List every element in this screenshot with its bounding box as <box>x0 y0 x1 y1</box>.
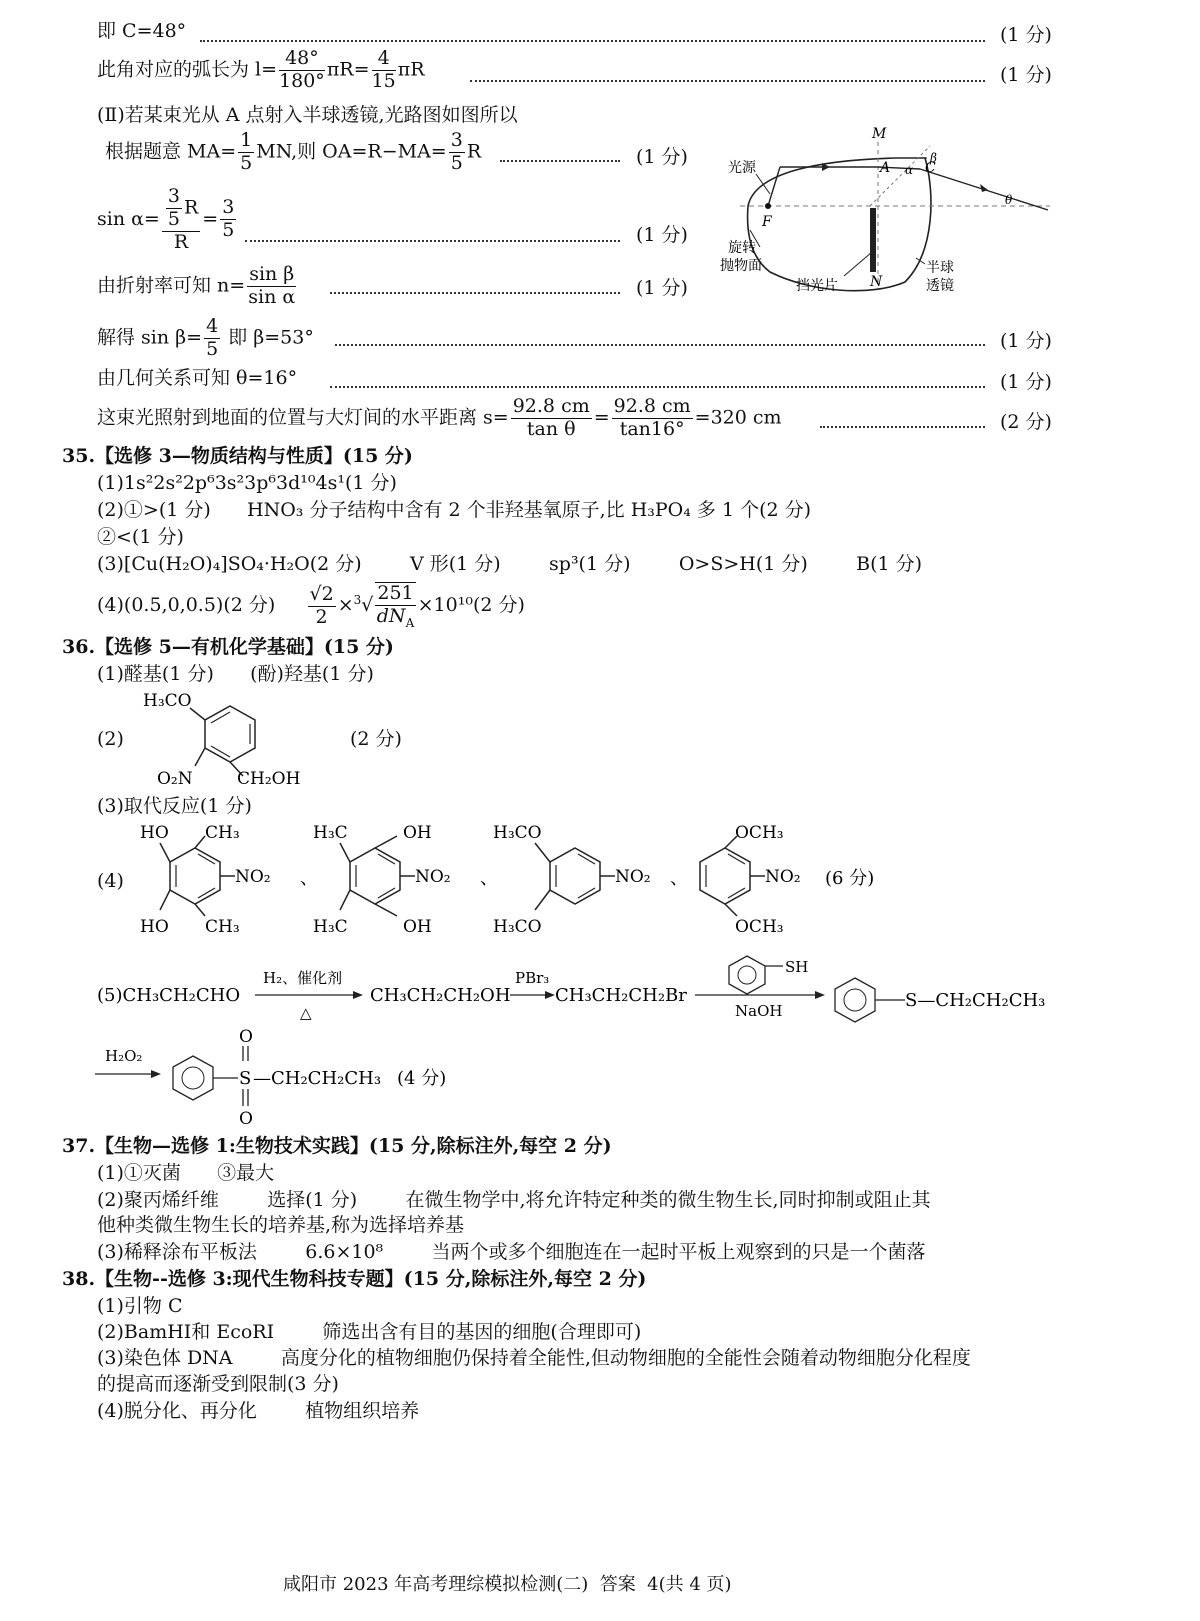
text: sin α= <box>97 207 160 230</box>
label-a: A <box>880 160 891 176</box>
text: dN <box>376 604 406 627</box>
arrow-head <box>151 1070 161 1078</box>
sulfur-atom: S <box>239 1068 252 1089</box>
text: MN,则 OA=R−MA= <box>256 140 447 163</box>
label: OCH₃ <box>735 823 784 843</box>
score: (1 分) <box>1000 371 1052 393</box>
numerator: 3 <box>222 196 235 219</box>
denominator: 15 <box>371 69 396 92</box>
label-theta: θ <box>1005 193 1013 207</box>
cube-root-index: 3 <box>353 592 362 607</box>
label: CH₃ <box>205 917 240 937</box>
denominator: 5 <box>222 219 235 242</box>
numerator: 48° <box>279 48 325 71</box>
denominator: 5 <box>240 151 253 174</box>
aromatic-circle <box>844 989 866 1011</box>
line-c48: 即 C=48° <box>97 20 187 42</box>
denominator: 5 <box>167 207 180 230</box>
numerator: sin β <box>249 263 295 285</box>
numerator: 4 <box>206 315 219 337</box>
page-footer: 咸阳市 2023 年高考理综模拟检测(二) 答案 4(共 4 页) <box>283 1574 732 1595</box>
label: H₃CO <box>493 917 542 937</box>
oxygen-atom: O <box>239 1027 253 1047</box>
score: (4 分) <box>397 1068 447 1089</box>
fraction <box>375 582 415 630</box>
score: (6 分) <box>825 868 875 889</box>
q36-answer-3: (3)取代反应(1 分) <box>97 795 252 817</box>
product: CH₃CH₂CH₂OH <box>370 985 511 1006</box>
benzene-ring <box>729 956 765 994</box>
condition: H₂O₂ <box>105 1047 143 1065</box>
line-ma <box>105 130 481 175</box>
arrow-head <box>815 991 825 999</box>
condition: SH <box>785 958 809 976</box>
isomer-3 <box>493 823 651 937</box>
label-shade: 挡光片 <box>796 278 838 294</box>
label-n: N <box>870 274 883 290</box>
numerator: 92.8 cm <box>512 395 590 417</box>
double-bond <box>378 888 395 898</box>
reactant: (5)CH₃CH₂CHO <box>97 985 241 1006</box>
text: = <box>593 406 610 429</box>
bond <box>535 843 550 862</box>
label: OCH₃ <box>735 917 784 937</box>
text: =320 cm <box>694 406 782 429</box>
product: —CH₂CH₂CH₃ <box>253 1068 382 1089</box>
label: H₃C <box>313 823 348 843</box>
dot-leader <box>335 344 985 346</box>
numerator: 92.8 cm <box>613 395 691 417</box>
condition: H₂、催化剂 <box>263 969 343 987</box>
benzene-ring <box>350 848 400 904</box>
dot-leader <box>500 160 620 162</box>
separator: 、 <box>480 868 498 889</box>
text: (4)(0.5,0,0.5)(2 分) <box>97 594 276 617</box>
label: NO₂ <box>765 867 801 887</box>
isomer-4 <box>700 823 801 937</box>
q38-answer-4: (4)脱分化、再分化 植物组织培养 <box>97 1400 420 1422</box>
double-bond <box>211 712 230 723</box>
label-beta: β <box>930 151 937 165</box>
bond <box>535 890 550 910</box>
bond <box>160 843 170 862</box>
bond <box>375 904 397 916</box>
q38-answer-3b: 的提高而逐渐受到限制(3 分) <box>97 1373 339 1395</box>
normal-line <box>870 146 930 206</box>
double-bond <box>378 854 395 864</box>
q38-answer-2: (2)BamHⅠ和 EcoRⅠ 筛选出含有目的基因的细胞(合理即可) <box>97 1321 642 1343</box>
score: (1 分) <box>636 146 688 168</box>
label: H₃C <box>313 917 348 937</box>
aromatic-circle <box>738 966 756 984</box>
denominator: R <box>173 230 189 253</box>
bond <box>160 890 170 910</box>
denominator: 180° <box>279 69 325 92</box>
condition: PBr₃ <box>515 969 550 987</box>
score: (1 分) <box>636 224 688 246</box>
oxygen-atom: O <box>239 1109 253 1129</box>
bond <box>195 748 205 766</box>
arrow-head <box>545 991 555 999</box>
double-bond <box>578 888 595 898</box>
denominator: tan16° <box>619 417 685 440</box>
denominator: 2 <box>315 605 328 628</box>
dot-leader <box>470 80 985 82</box>
text: R <box>183 196 199 219</box>
dot-leader <box>820 426 985 428</box>
subscript: A <box>405 615 415 630</box>
q37-answer-2: (2)聚丙烯纤维 选择(1 分) 在微生物学中,将允许特定种类的微生物生长,同时抑制或阻止其 <box>97 1189 931 1211</box>
text: R <box>466 140 482 163</box>
fraction <box>612 396 693 441</box>
numerator: 3 <box>167 185 180 207</box>
q36-answer-4-label: (4) <box>97 870 124 892</box>
label: HO <box>140 823 169 843</box>
benzene-ring <box>173 1056 213 1100</box>
fraction <box>204 316 220 361</box>
label-f: F <box>762 214 772 230</box>
bond <box>190 708 205 720</box>
numerator: 4 <box>372 48 396 71</box>
fraction <box>279 48 325 93</box>
focus-point <box>765 203 771 209</box>
numerator: 3 <box>450 129 463 151</box>
dot-leader <box>200 40 985 42</box>
label-c: C <box>925 160 936 176</box>
bond <box>725 904 737 916</box>
score: (1 分) <box>1000 24 1052 46</box>
bond <box>195 904 205 916</box>
line-sin-alpha <box>97 186 238 254</box>
condition: △ <box>300 1004 312 1022</box>
benzene-ring <box>835 978 875 1022</box>
score: (2 分) <box>1000 411 1052 433</box>
label-lens: 透镜 <box>926 278 954 294</box>
dot-leader <box>245 240 620 242</box>
q38-answer-1: (1)引物 C <box>97 1295 183 1317</box>
numerator: 251 <box>377 582 414 604</box>
label-o2n: O₂N <box>157 769 193 789</box>
double-bond <box>728 854 745 864</box>
benzene-ring <box>170 848 220 904</box>
score: (1 分) <box>1000 64 1052 86</box>
text: 即 β=53° <box>228 326 314 349</box>
condition: NaOH <box>735 1002 783 1020</box>
fraction <box>166 186 182 231</box>
reflector-outline <box>748 158 931 291</box>
fraction <box>162 186 200 254</box>
synthesis-route <box>95 948 1105 1133</box>
q35-answer-1: (1)1s²2s²2p⁶3s²3p⁶3d¹⁰4s¹(1 分) <box>97 472 397 494</box>
label: H₃CO <box>493 823 542 843</box>
isomer-1 <box>140 823 271 937</box>
text: 解得 sin β= <box>97 326 203 349</box>
aromatic-circle <box>182 1067 204 1089</box>
isomer-structures <box>135 818 895 943</box>
product: S—CH₂CH₂CH₃ <box>905 990 1046 1011</box>
q37-answer-1: (1)①灭菌 ③最大 <box>97 1162 275 1184</box>
line-refraction <box>97 264 298 309</box>
double-bond <box>198 854 215 864</box>
radical-sign: √ <box>361 594 374 617</box>
line-arc-length <box>97 48 425 93</box>
q35-answer-4 <box>97 582 525 630</box>
score: (1 分) <box>636 277 688 299</box>
bond <box>340 843 350 862</box>
bond <box>195 836 205 848</box>
line-beta <box>97 316 314 361</box>
fraction <box>372 48 396 93</box>
q38-title: 38.【生物--选修 3:现代生物科技专题】(15 分,除标注外,每空 2 分) <box>62 1268 647 1290</box>
fraction <box>511 396 592 441</box>
label-rotating: 旋转 <box>728 240 756 256</box>
line-theta: 由几何关系可知 θ=16° <box>97 367 298 389</box>
double-bond <box>728 888 745 898</box>
double-bond <box>578 854 595 864</box>
label: CH₃ <box>205 823 240 843</box>
ray-to-mirror <box>768 167 780 206</box>
text: πR <box>397 58 425 81</box>
dot-leader <box>330 386 985 388</box>
q37-answer-2b: 他种类微生物生长的培养基,称为选择培养基 <box>97 1214 465 1236</box>
separator: 、 <box>300 868 318 889</box>
q35-title: 35.【选修 3—物质结构与性质】(15 分) <box>62 445 413 467</box>
label-alpha: α <box>905 163 914 177</box>
label-h3co: H₃CO <box>143 691 192 711</box>
benzene-ring <box>700 848 750 904</box>
bond <box>340 890 350 910</box>
denominator: 5 <box>206 337 219 360</box>
score: (1 分) <box>1000 330 1052 352</box>
fraction <box>308 584 336 629</box>
q37-title: 37.【生物—选修 1:生物技术实践】(15 分,除标注外,每空 2 分) <box>62 1135 612 1157</box>
product: CH₃CH₂CH₂Br <box>555 985 687 1006</box>
fraction <box>449 130 465 175</box>
numerator: 1 <box>240 129 253 151</box>
numerator <box>162 186 200 232</box>
text: 此角对应的弧长为 l= <box>97 58 278 81</box>
label: NO₂ <box>235 867 271 887</box>
denominator <box>375 606 415 631</box>
text: ×10¹⁰(2 分) <box>417 594 525 617</box>
q37-answer-3: (3)稀释涂布平板法 6.6×10⁸ 当两个或多个细胞连在一起时平板上观察到的只是一个菌落 <box>97 1241 926 1263</box>
dot-leader <box>330 292 620 294</box>
denominator: tan θ <box>526 417 576 440</box>
benzene-ring <box>550 848 600 904</box>
label-ch2oh: CH₂OH <box>237 769 301 789</box>
isomer-2 <box>313 823 451 937</box>
text: 根据题意 MA= <box>105 140 237 163</box>
label: NO₂ <box>415 867 451 887</box>
denominator: 5 <box>450 151 463 174</box>
text: 由折射率可知 n= <box>97 274 246 297</box>
numerator: √2 <box>309 582 334 605</box>
label: HO <box>140 917 169 937</box>
label: NO₂ <box>615 867 651 887</box>
separator: 、 <box>670 868 688 889</box>
arrow-head <box>353 991 363 999</box>
denominator: sin α <box>248 285 296 308</box>
text: = <box>202 207 219 230</box>
q36-answer-2-label: (2) <box>97 728 124 750</box>
text: πR= <box>326 58 370 81</box>
q35-answer-3: (3)[Cu(H₂O)₄]SO₄·H₂O(2 分) V 形(1 分) sp³(1 分) O>S>H(1 分) B(1 分) <box>97 553 923 575</box>
fraction <box>238 130 254 175</box>
q38-answer-3: (3)染色体 DNA 高度分化的植物细胞仍保持着全能性,但动物细胞的全能性会随着动物细胞分化程度 <box>97 1347 971 1369</box>
label: OH <box>403 917 432 937</box>
q35-answer-2b: ②<(1 分) <box>97 526 184 548</box>
label-hemisphere: 半球 <box>926 260 954 276</box>
text: × <box>337 594 354 617</box>
label: OH <box>403 823 432 843</box>
shade-plate <box>870 208 876 272</box>
label-light-source: 光源 <box>728 160 756 176</box>
double-bond <box>211 746 230 757</box>
q36-answer-2-score: (2 分) <box>350 728 402 750</box>
line-part2: (Ⅱ)若某束光从 A 点射入半球透镜,光路图如图所以 <box>97 104 518 126</box>
optics-diagram <box>720 122 1070 302</box>
fraction <box>220 197 236 242</box>
fraction <box>247 264 296 309</box>
leader-line <box>756 174 770 194</box>
text: 这束光照射到地面的位置与大灯间的水平距离 s= <box>97 406 509 429</box>
q36-title: 36.【选修 5—有机化学基础】(15 分) <box>62 636 394 658</box>
q35-answer-2: (2)①>(1 分) HNO₃ 分子结构中含有 2 个非羟基氧原子,比 H₃PO₄ 多 1 个(2 分) <box>97 499 812 521</box>
label-paraboloid: 抛物面 <box>720 258 762 274</box>
bond <box>375 836 397 848</box>
q36-answer-1: (1)醛基(1 分) (酚)羟基(1 分) <box>97 663 374 685</box>
line-distance <box>97 396 782 441</box>
label-m: M <box>872 126 887 142</box>
double-bond <box>198 888 215 898</box>
leader-line <box>844 252 872 276</box>
structure-q36-2 <box>135 686 345 796</box>
benzene-ring <box>205 706 255 762</box>
